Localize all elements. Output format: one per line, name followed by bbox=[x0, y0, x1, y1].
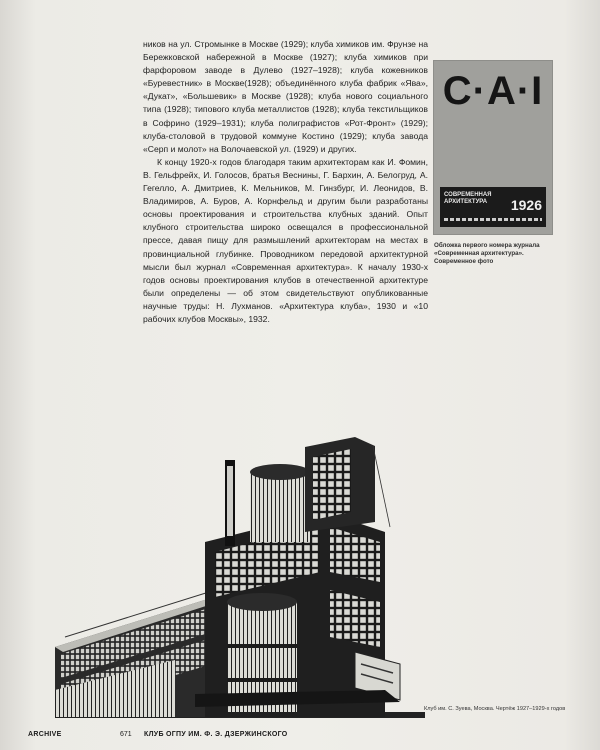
cover-small-print bbox=[444, 218, 542, 221]
cylinder-band-lower bbox=[227, 678, 297, 682]
antenna-cable bbox=[373, 446, 390, 527]
cover-caption: Обложка первого номера журнала «Современная архитектура». Современное фото bbox=[434, 242, 540, 266]
vertical-sign-panel bbox=[227, 466, 233, 536]
article-body bbox=[143, 38, 428, 326]
body-paragraph-2: К концу 1920-х годов благодаря таким архитекторам как И. Фомин, В. Гельфрейх, И. Голосов, братья Веснины, Г. Бархин, А. Белогруд, А. Гегелло, А. Дмитриев, К. Мельников, М. Гинзбург, И. Леонидов, В. Владимиров, А. Буров, А. Корнфельд и другим были разработаны основы проектирования и строительства клубных зданий. Опыт клубного строительства широко освещался в профессиональной прессе, давая пищу для размышлений архитекторам на местах в провинциальной глубинке. Проводником передовой архитектурной мысли был журнал «Современная архитектура». К началу 1930-х годов основы проектирования клубов в отечественной архитектуре были определены — об этом свидетельствуют опубликованные научные труды: Н. Лухманов. «Архитектура клуба», 1930 и «10 рабочих клубов Москвы», 1932. bbox=[143, 156, 428, 324]
footer-section-title: КЛУБ ОГПУ ИМ. Ф. Э. ДЗЕРЖИНСКОГО bbox=[144, 731, 288, 738]
cover-logo: C·A·I bbox=[442, 69, 544, 113]
cylinder-band bbox=[227, 644, 297, 648]
tower-windows bbox=[313, 449, 351, 520]
cover-year: 1926 bbox=[510, 197, 542, 213]
footer-archive-label: ARCHIVE bbox=[28, 731, 62, 738]
upper-cylinder-cap bbox=[250, 464, 310, 480]
upper-glass-cylinder bbox=[250, 472, 310, 542]
body-paragraph-1: ников на ул. Стромынке в Москве (1929); клуба химиков им. Фрунзе на Бережковской набережной в Москве (1927); клуба химиков при фарфоровом заводе в Дулево (1927–1928); клуба кожевников «Буревестник» в Москве(1928); объединённого клуба фабрик «Ява», «Дукат», «Большевик» в Москве (1928); клуба нового социального типа (1928); типового клуба металлистов (1928); клуба текстильщиков в Софрино (1929–1931); клуба полиграфистов «Рот-Фронт» (1929); клуба-столовой в трудовой коммуне Костино (1929); клуба завода «Серп и молот» на Волочаевской ул. (1929) и других. bbox=[143, 39, 428, 154]
drawing-caption: Клуб им. С. Зуева, Москва. Чертёж 1927–1929-х годов bbox=[424, 706, 566, 712]
magazine-cover-photo bbox=[434, 61, 552, 234]
cover-band-title: СОВРЕМЕННАЯ АРХИТЕКТУРА bbox=[444, 192, 492, 205]
cylinder-cap bbox=[227, 593, 297, 611]
page-footer bbox=[28, 731, 572, 743]
footer-page-number: 671 bbox=[120, 731, 132, 738]
building-drawing bbox=[55, 432, 425, 727]
